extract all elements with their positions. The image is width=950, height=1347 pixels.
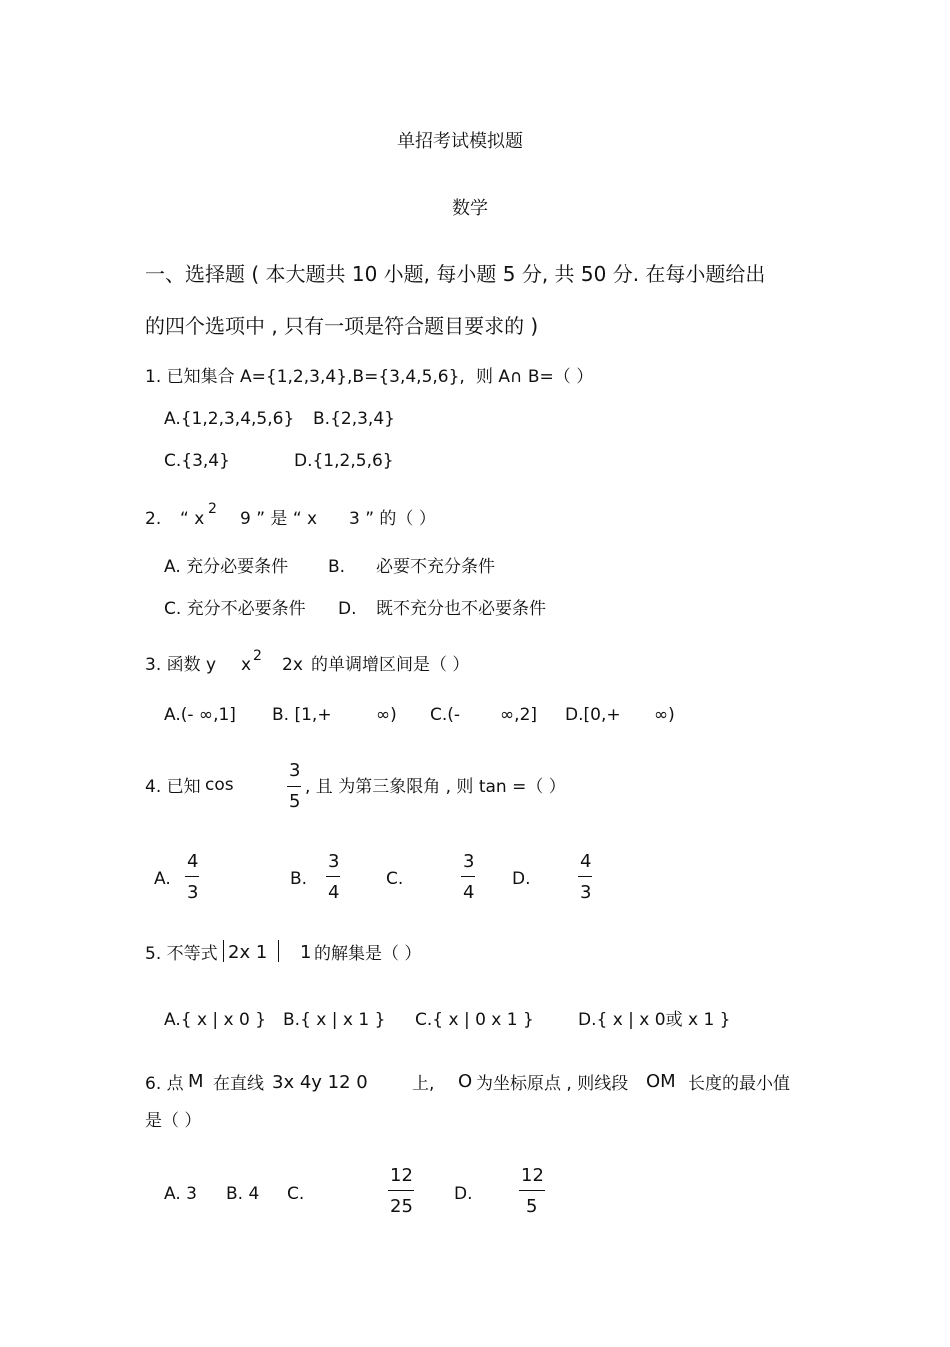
q1-stem: 1. 已知集合 A={1,2,3,4},B={3,4,5,6}, <box>145 367 465 387</box>
q2-option-b: 必要不充分条件 <box>376 557 495 577</box>
q5-option-d: D.{ x | x 0或 x 1 } <box>578 1010 731 1030</box>
q6-mid: 在直线 <box>213 1074 264 1094</box>
q6-option-d-bar <box>519 1190 545 1191</box>
q6-tail: 长度的最小值 <box>688 1074 790 1094</box>
q4-option-b-label: B. <box>290 869 308 889</box>
q2-option-b-label: B. <box>328 557 346 577</box>
q5-abs-bar-left <box>223 940 224 962</box>
q2-quote-end: 3 ” 的（ ） <box>349 509 436 529</box>
q2-option-c: C. 充分不必要条件 <box>164 599 306 619</box>
q6-option-c-den: 25 <box>390 1196 413 1217</box>
q6-option-d-den: 5 <box>526 1196 538 1217</box>
q3-option-b: B. [1,+ <box>272 705 332 725</box>
q3-stem: 3. 函数 y <box>145 655 217 675</box>
q4-option-c-bar <box>461 876 475 877</box>
q6-option-b: B. 4 <box>226 1184 260 1204</box>
q6-option-d-num: 12 <box>521 1165 544 1186</box>
q5-tail: 的解集是（ ） <box>314 944 422 964</box>
q6-option-a: A. 3 <box>164 1184 197 1204</box>
q4-fraction-bar <box>287 786 301 787</box>
q3-option-b-end: ∞) <box>376 705 397 725</box>
q4-option-d-bar <box>578 876 592 877</box>
q6-line2: 是（ ） <box>145 1111 202 1131</box>
q4-mid: , 且 为第三象限角 , 则 tan =（ ） <box>305 777 566 797</box>
q6-point-m: M <box>188 1071 204 1092</box>
q1-option-a: A.{1,2,3,4,5,6} <box>164 409 295 429</box>
q3-exponent: 2 <box>253 648 262 664</box>
q1-tail: 则 A∩ B=（ ） <box>476 367 594 387</box>
q6-mid3: 为坐标原点 , 则线段 <box>476 1074 629 1094</box>
q4-option-b-den: 4 <box>328 882 340 903</box>
q2-option-d: 既不充分也不必要条件 <box>376 599 546 619</box>
q3-x: x <box>241 655 252 675</box>
q6-option-c-label: C. <box>287 1184 305 1204</box>
q4-option-c-label: C. <box>386 869 404 889</box>
subject-title: 数学 <box>452 198 488 219</box>
q5-option-c: C.{ x | 0 x 1 } <box>415 1010 534 1030</box>
q3-option-c-end: ∞,2] <box>500 705 538 725</box>
q2-option-d-label: D. <box>338 599 357 619</box>
q3-tail: 的单调增区间是（ ） <box>311 655 470 675</box>
q1-option-c: C.{3,4} <box>164 451 230 471</box>
q3-option-d: D.[0,+ <box>565 705 621 725</box>
q6-equation: 3x 4y 12 0 <box>272 1072 368 1093</box>
q4-option-d-num: 4 <box>580 851 592 872</box>
q5-option-b: B.{ x | x 1 } <box>283 1010 386 1030</box>
q4-option-a-label: A. <box>154 869 171 889</box>
q2-exponent: 2 <box>208 501 217 517</box>
q3-option-d-end: ∞) <box>654 705 675 725</box>
section-heading-line1: 一、选择题 ( 本大题共 10 小题, 每小题 5 分, 共 50 分. 在每小题给出 <box>145 262 766 286</box>
q4-option-a-bar <box>185 876 199 877</box>
q4-fraction-denominator: 5 <box>289 791 301 812</box>
q4-option-b-bar <box>326 876 340 877</box>
q5-stem: 5. 不等式 <box>145 944 218 964</box>
q4-option-c-den: 4 <box>463 882 475 903</box>
q6-number: 6. 点 <box>145 1074 184 1094</box>
page-title: 单招考试模拟题 <box>397 131 523 152</box>
q2-number: 2. <box>145 509 162 529</box>
q3-option-c: C.(- <box>430 705 461 725</box>
q2-option-a: A. 充分必要条件 <box>164 557 289 577</box>
q5-rhs: 1 <box>300 942 312 963</box>
q5-abs-content: 2x 1 <box>228 942 268 963</box>
q6-segment-om: OM <box>646 1071 676 1092</box>
q2-quote-open: “ x <box>180 509 205 529</box>
q4-option-b-num: 3 <box>328 851 340 872</box>
q1-option-b: B.{2,3,4} <box>313 409 395 429</box>
q5-option-a: A.{ x | x 0 } <box>164 1010 267 1030</box>
q4-option-a-den: 3 <box>187 882 199 903</box>
q6-point-o: O <box>458 1071 473 1092</box>
q4-option-a-num: 4 <box>187 851 199 872</box>
q4-option-d-label: D. <box>512 869 531 889</box>
q5-abs-bar-right <box>278 940 279 962</box>
q4-option-d-den: 3 <box>580 882 592 903</box>
q3-option-a: A.(- ∞,1] <box>164 705 236 725</box>
q6-option-d-label: D. <box>454 1184 473 1204</box>
q4-option-c-num: 3 <box>463 851 475 872</box>
q4-fraction-numerator: 3 <box>289 760 301 781</box>
section-heading-line2: 的四个选项中 , 只有一项是符合题目要求的 ) <box>145 314 539 338</box>
q6-mid2: 上, <box>412 1074 435 1094</box>
q4-cos: cos <box>205 775 234 795</box>
q1-option-d: D.{1,2,5,6} <box>294 451 394 471</box>
q3-term: 2x <box>282 655 303 675</box>
q6-option-c-num: 12 <box>390 1165 413 1186</box>
q6-option-c-bar <box>388 1190 414 1191</box>
q2-quote-mid: 9 ” 是 “ x <box>240 509 318 529</box>
q4-stem: 4. 已知 <box>145 777 201 797</box>
